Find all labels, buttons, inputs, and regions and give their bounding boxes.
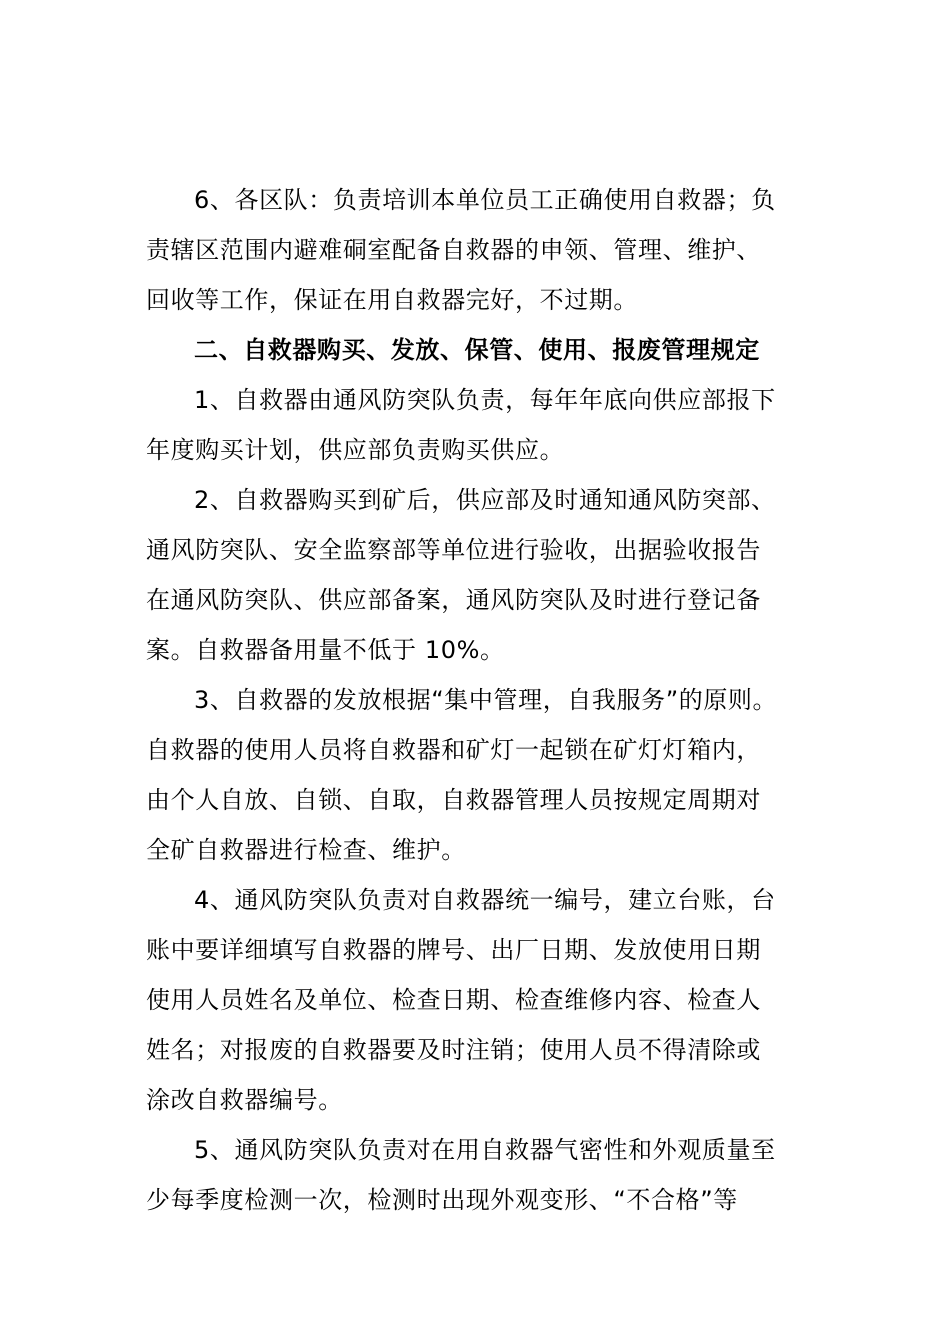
item-2-line-3: 在通风防突队、供应部备案，通风防突队及时进行登记备 [146,586,761,614]
item-5-line-1: 5、通风防突队负责对在用自救器气密性和外观质量至 [194,1136,776,1164]
para-6-line-1: 6、各区队：负责培训本单位员工正确使用自救器；负 [194,186,776,214]
para-6-line-2: 责辖区范围内避难硐室配备自救器的申领、管理、维护、 [146,236,761,264]
item-4-line-5: 涂改自救器编号。 [146,1086,343,1114]
section-heading-2: 二、自救器购买、发放、保管、使用、报废管理规定 [194,336,760,364]
item-3-line-3: 由个人自放、自锁、自取，自救器管理人员按规定周期对 [146,786,761,814]
item-2-line-2: 通风防突队、安全监察部等单位进行验收，出据验收报告 [146,536,761,564]
item-2-line-4: 案。自救器备用量不低于 10%。 [146,636,505,664]
item-4-line-2: 账中要详细填写自救器的牌号、出厂日期、发放使用日期 [146,936,761,964]
item-3-line-4: 全矿自救器进行检查、维护。 [146,836,466,864]
item-3-line-1: 3、自救器的发放根据“集中管理，自我服务”的原则。 [194,686,778,714]
item-2-line-1: 2、自救器购买到矿后，供应部及时通知通风防突部、 [194,486,776,514]
item-4-line-4: 姓名；对报废的自救器要及时注销；使用人员不得清除或 [146,1036,761,1064]
item-3-line-2: 自救器的使用人员将自救器和矿灯一起锁在矿灯灯箱内， [146,736,761,764]
item-4-line-1: 4、通风防突队负责对自救器统一编号，建立台账，台 [194,886,776,914]
para-6-line-3: 回收等工作，保证在用自救器完好，不过期。 [146,286,638,314]
item-4-line-3: 使用人员姓名及单位、检查日期、检查维修内容、检查人 [146,986,761,1014]
item-5-line-2: 少每季度检测一次，检测时出现外观变形、“不合格”等 [146,1186,738,1214]
item-1-line-2: 年度购买计划，供应部负责购买供应。 [146,436,565,464]
item-1-line-1: 1、自救器由通风防突队负责，每年年底向供应部报下 [194,386,776,414]
